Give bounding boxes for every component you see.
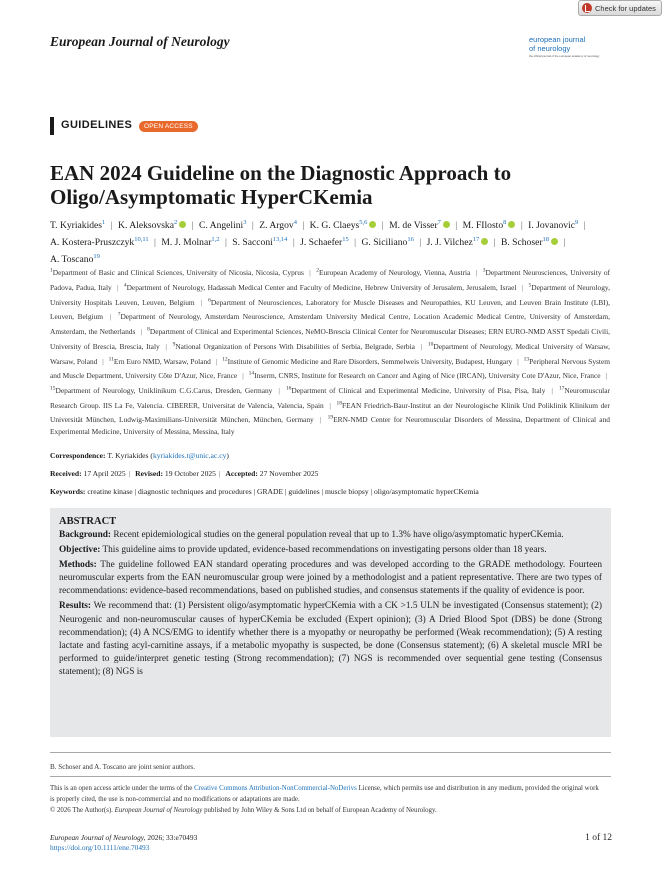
affiliation-text: FEAN Friedrich-Baur-Institut an der Neurologische Klinik Und Poliklinik Klinikum der Universität München, Ludwig-Maximilians-Universität München, München, Germany: [50, 400, 611, 425]
license-pre: This is an open access article under the terms of the: [50, 785, 195, 792]
received-date: 17 April 2025: [83, 469, 126, 478]
affiliation-separator: |: [319, 415, 322, 425]
author: [427, 237, 489, 248]
affiliation: [316, 268, 470, 277]
author: [389, 220, 450, 231]
affiliation-separator: |: [200, 297, 203, 307]
author-name: Z. Argov: [259, 220, 294, 232]
author-affiliation-ref[interactable]: 19: [93, 252, 100, 260]
affiliation: [50, 386, 272, 395]
abstract-box: [50, 508, 611, 737]
author: [528, 220, 578, 231]
methods-text: The guideline followed EAN standard operating procedures and was developed according to the GRADE methodology. Fourteen neuromuscular experts from the EAN neuromuscular group were joined by a methodologist and a patient representative. There are two types of recommendations: evidence-based recommendations, based on published studies, and consensus statements if the quality of evidence is poor.: [59, 560, 602, 597]
author-separator: |: [302, 220, 305, 232]
affiliation-separator: |: [102, 356, 104, 366]
check-updates-icon: [582, 3, 592, 13]
orcid-icon[interactable]: [481, 238, 488, 245]
background-text: Recent epidemiological studies on the general population reveal that up to 1.3% have oligo/asymptomatic hyperCKemia.: [113, 530, 564, 540]
affiliation-number: 1: [50, 268, 53, 274]
affiliation-text: Department of Neurology, Hadassah Medical Center and Faculty of Medicine, Hebrew University of Jerusalem, Jerusalem, Israel: [126, 283, 517, 293]
affiliation-separator: |: [329, 400, 331, 410]
author: [118, 220, 186, 231]
accepted-date: 27 November 2025: [259, 469, 319, 478]
affiliation-text: National Organization of Persons With Disabilities of Serbia, Belgrade, Serbia: [175, 341, 415, 351]
objective-label: Objective:: [59, 545, 101, 556]
license-statement: [50, 783, 605, 817]
affiliation-separator: |: [165, 341, 167, 351]
affiliations: [50, 265, 610, 439]
author: [361, 237, 413, 248]
author-affiliation-ref[interactable]: 16: [407, 235, 414, 243]
received-label: Received:: [50, 469, 82, 478]
methods-label: Methods:: [59, 560, 97, 571]
revised-label: Revised:: [135, 469, 164, 478]
author: [501, 237, 558, 248]
author-separator: |: [153, 236, 156, 248]
author-affiliation-ref[interactable]: 8: [503, 219, 507, 226]
author: [161, 237, 219, 248]
affiliation: [222, 357, 512, 366]
affiliation-number: 17: [558, 385, 565, 392]
abstract-background: [59, 529, 602, 542]
keywords: [50, 487, 479, 496]
author-affiliation-ref[interactable]: 13,14: [272, 235, 288, 243]
affiliation-separator: |: [517, 356, 519, 366]
author-separator: |: [354, 236, 357, 248]
author-separator: |: [224, 236, 227, 248]
accepted-label: Accepted:: [225, 469, 258, 478]
affiliation: [124, 283, 517, 292]
affiliation-number: 11: [108, 356, 114, 363]
author-affiliation-ref[interactable]: 4: [293, 219, 297, 226]
journal-logo: [529, 36, 619, 58]
correspondence-name: T. Kyriakides: [107, 451, 149, 460]
affiliation-separator: |: [278, 385, 280, 395]
affiliation-number: 7: [117, 312, 121, 319]
affiliation: [286, 386, 546, 395]
author-name: C. Angelini: [198, 220, 244, 232]
affiliation-number: 3: [482, 268, 486, 274]
affiliation-number: 13: [523, 356, 530, 363]
license-post: License, which permits use and distribution in any medium, provided the original work is properly cited, the use is non-commercial and no modifications or adaptations are made.: [50, 785, 599, 804]
author: [199, 220, 247, 231]
orcid-icon[interactable]: [369, 221, 376, 228]
results-text: We recommend that: (1) Persistent oligo/asymptomatic hyperCKemia with a CK >1.5 ULN be investigated (Consensus statement); (2) Neurogenic and non-neuromuscular causes of hyperCKemia be excluded (Expert opinion); (3) A Dried Blood Spot (DBS) be done (Strong recommendation); (4) A NCS/EMG to identify whether there is a myopathy or neuropathy be performed (Weak recommendation); (5) A resting lactate and fasting acyl-carnitine assays, if a metabolic myopathy is suspected, be done (Consensus statement); (6) A skeletal muscle MRI be performed to guide/interpret genetic testing (Strong recommendation); (7) NGS is recommended over sequential gene testing (Consensus statement); (8) NGS is: [59, 601, 603, 677]
revised-date: 19 October 2025: [164, 469, 216, 478]
author-name: S. Sacconi: [232, 236, 273, 248]
author-separator: |: [191, 220, 194, 232]
affiliation-text: Department of Neurology, Amsterdam Neuroscience, Amsterdam University Medical Centre, Location Academic Medical Centre, University of Amsterdam, Amsterdam, the Netherlands: [50, 312, 611, 337]
author-affiliation-ref[interactable]: 18: [542, 235, 550, 243]
abstract-methods: [59, 559, 602, 598]
article-dates: Received: 17 April 2025 | Revised: 19 October 2025 | Accepted: 27 November 2025: [50, 469, 319, 478]
author-affiliation-ref[interactable]: 3: [243, 219, 247, 226]
affiliation-separator: |: [215, 356, 218, 366]
author-name: I. Jovanovic: [528, 220, 576, 232]
author-separator: |: [583, 220, 586, 232]
abstract-objective: [59, 544, 602, 557]
author-separator: |: [563, 236, 566, 248]
author-separator: |: [110, 220, 113, 232]
author-name: T. Kyriakides: [50, 220, 103, 232]
orcid-icon[interactable]: [179, 221, 186, 228]
affiliation: [249, 371, 601, 380]
affiliation-number: 16: [285, 385, 292, 392]
copyright-pre: © 2026 The Author(s).: [50, 807, 115, 815]
affiliation-number: 5: [528, 282, 532, 289]
author-name: K. Aleksovska: [118, 220, 174, 232]
author-separator: |: [493, 236, 496, 248]
author-name: G. Siciliano: [361, 236, 408, 248]
author: [310, 220, 377, 231]
keywords-text: creatine kinase | diagnostic techniques and procedures | GRADE | guidelines | muscle biopsy | oligo/asymptomatic hyperCKemia: [87, 487, 479, 496]
author-affiliation-ref[interactable]: 1: [102, 219, 106, 226]
author-list: [50, 216, 615, 266]
section-marker: [50, 117, 54, 135]
affiliation-number: 14: [248, 370, 255, 377]
open-access-badge: OPEN ACCESS: [139, 121, 198, 132]
check-for-updates-button[interactable]: [578, 0, 662, 16]
author-affiliation-ref[interactable]: 2: [174, 219, 178, 226]
license-link[interactable]: Creative Commons Attribution-NonCommercial-NoDerivs: [194, 785, 357, 792]
copyright-journal: European Journal of Neurology: [114, 807, 203, 815]
doi-link[interactable]: https://doi.org/10.1111/ene.70493: [50, 843, 150, 852]
affiliation-number: 9: [172, 341, 176, 348]
affiliation-number: 2: [316, 268, 319, 274]
affiliation-number: 10: [427, 341, 434, 348]
affiliation-text: Institute of Genomic Medicine and Rare Disorders, Semmelweis University, Budapest, Hungary: [227, 356, 513, 366]
logo-line-2: of neurology: [529, 43, 571, 53]
author-name: M. J. Molnar: [161, 236, 212, 248]
author-name: K. G. Claeys: [309, 220, 360, 232]
check-updates-label: Check for updates: [595, 3, 656, 13]
senior-authors-note: B. Schoser and A. Toscano are joint senior authors.: [50, 763, 195, 771]
affiliation: [173, 342, 415, 351]
author-separator: |: [251, 220, 254, 232]
affiliation-number: 12: [222, 356, 228, 363]
affiliation: [109, 357, 211, 366]
affiliation-separator: |: [140, 327, 142, 337]
author-name: A. Toscano: [50, 253, 94, 265]
author-name: M. FIlosto: [462, 220, 504, 232]
author-separator: |: [455, 220, 458, 232]
author-separator: |: [520, 220, 523, 232]
copyright-post: published by John Wiley & Sons Ltd on behalf of European Academy of Neurology.: [202, 807, 437, 815]
affiliation-number: 4: [123, 282, 127, 289]
orcid-icon[interactable]: [443, 221, 450, 228]
affiliation-separator: |: [109, 312, 112, 322]
affiliation-separator: |: [521, 283, 524, 293]
objective-text: This guideline aims to provide updated, evidence-based recommendations on investigating persons older than 18 years.: [102, 545, 547, 556]
affiliation-separator: |: [117, 283, 119, 293]
orcid-icon[interactable]: [551, 238, 558, 245]
affiliation-text: Department of Clinical and Experimental Sciences, NeMO-Brescia Clinical Center for Neuromuscular Diseases; ERN EURO-NMD ASST Spedali Civili, University of Brescia, Brescia, Italy: [50, 327, 610, 351]
author-name: A. Kostera-Pruszczyk: [50, 236, 135, 248]
correspondence-label: Correspondence:: [50, 451, 106, 460]
correspondence-email-link[interactable]: kyriakides.t@unic.ac.cy: [152, 451, 227, 460]
affiliation-text: Department of Clinical and Experimental Medicine, University of Pisa, Pisa, Italy: [291, 385, 546, 395]
author-affiliation-ref[interactable]: 9: [575, 219, 579, 226]
affiliation-number: 19: [327, 414, 334, 421]
citation-journal: European Journal of Neurology,: [50, 833, 146, 842]
keywords-label: Keywords:: [50, 487, 86, 496]
affiliation-text: Department of Neurology, Medical University of Warsaw, Warsaw, Poland: [50, 341, 610, 366]
author: [463, 220, 516, 231]
affiliation-text: ERN-NMD Center for Neuromuscular Disorders of Messina, Department of Clinical and Experimental Medicine, University of Messina, Messina, Italy: [50, 415, 610, 437]
affiliation-text: Neuromuscular Research Group. IIS La Fe, Valencia. CIBERER, Universitat de Valencia, Valencia, Spain: [50, 385, 610, 410]
divider: [50, 752, 611, 753]
author-affiliation-ref[interactable]: 10,11: [134, 235, 149, 243]
affiliation-number: 18: [336, 400, 342, 407]
affiliation-number: 8: [147, 326, 150, 333]
affiliation-text: European Academy of Neurology, Vienna, Austria: [318, 268, 471, 278]
affiliation-text: Inserm, CNRS, Institute for Research on Cancer and Aging of Nice (IRCAN), University Cote D'Azur, Nice, France: [254, 371, 601, 381]
affiliation-separator: |: [551, 385, 553, 395]
results-label: Results:: [59, 601, 92, 612]
affiliation-separator: |: [242, 371, 244, 381]
citation-footer: [50, 833, 197, 853]
author-affiliation-ref[interactable]: 15: [342, 235, 349, 243]
affiliation-text: Ern Euro NMD, Warsaw, Poland: [113, 356, 211, 366]
author: [50, 237, 149, 248]
author: [259, 220, 297, 231]
page-number: 1 of 12: [585, 833, 612, 843]
author-name: B. Schoser: [500, 236, 543, 248]
affiliation-number: 15: [50, 385, 56, 392]
section-label: GUIDELINES: [61, 119, 133, 131]
author-name: J. J. Vilchez: [426, 236, 473, 248]
author-name: M. de Visser: [389, 220, 438, 232]
author: [232, 237, 287, 248]
orcid-icon[interactable]: [508, 221, 515, 228]
divider: [50, 776, 611, 777]
affiliation-text: Department of Neurology, Uniklinikum C.G.Carus, Dresden, Germany: [55, 385, 273, 395]
author-affiliation-ref[interactable]: 1,2: [211, 235, 220, 243]
affiliation: [50, 268, 304, 277]
affiliation-text: Department of Basic and Clinical Sciences, University of Nicosia, Nicosia, Cyprus: [52, 268, 304, 278]
journal-title: European Journal of Neurology: [50, 34, 230, 49]
affiliation-separator: |: [420, 341, 423, 351]
author: [300, 237, 349, 248]
author-name: J. Schaefer: [300, 236, 343, 248]
author-affiliation-ref[interactable]: 7: [437, 219, 441, 226]
background-label: Background:: [59, 530, 112, 540]
logo-subtitle: the official journal of the european academy of neurology: [529, 54, 600, 58]
logo-line-1: european journal: [529, 35, 586, 44]
correspondence: Correspondence: T. Kyriakides (kyriakides.t@unic.ac.cy): [50, 451, 229, 460]
author: [50, 254, 100, 265]
affiliation-text: Peripheral Nervous System and Muscle Department, University Côte D'Azur, Nice, France: [50, 356, 611, 381]
affiliation-number: 6: [208, 297, 211, 304]
affiliation-text: Department Neurosciences, University of Padova, Padua, Italy: [50, 268, 610, 293]
abstract-results: [59, 600, 602, 679]
paper-title: EAN 2024 Guideline on the Diagnostic Approach to Oligo/Asymptomatic HyperCKemia: [50, 161, 512, 209]
abstract-heading: ABSTRACT: [59, 516, 117, 527]
author-separator: |: [419, 236, 422, 248]
affiliation-text: Department of Neurosciences, Laboratory for Muscle Diseases and Neuropathies, KU Leuven, and Leuven Brain Institute (LBI), Leuven, Belgium: [50, 297, 610, 322]
affiliation-separator: |: [605, 371, 607, 381]
author-separator: |: [381, 220, 384, 232]
affiliation-separator: |: [475, 268, 478, 278]
affiliation-text: Department of Neurology, University Hospitals Leuven, Leuven, Belgium: [50, 283, 610, 307]
author: [50, 220, 105, 231]
author-affiliation-ref[interactable]: 5,6: [359, 219, 368, 226]
citation-rest: 2026; 33:e70493: [145, 833, 198, 842]
author-affiliation-ref[interactable]: 17: [472, 235, 480, 243]
affiliation-separator: |: [309, 268, 311, 278]
author-separator: |: [292, 236, 295, 248]
